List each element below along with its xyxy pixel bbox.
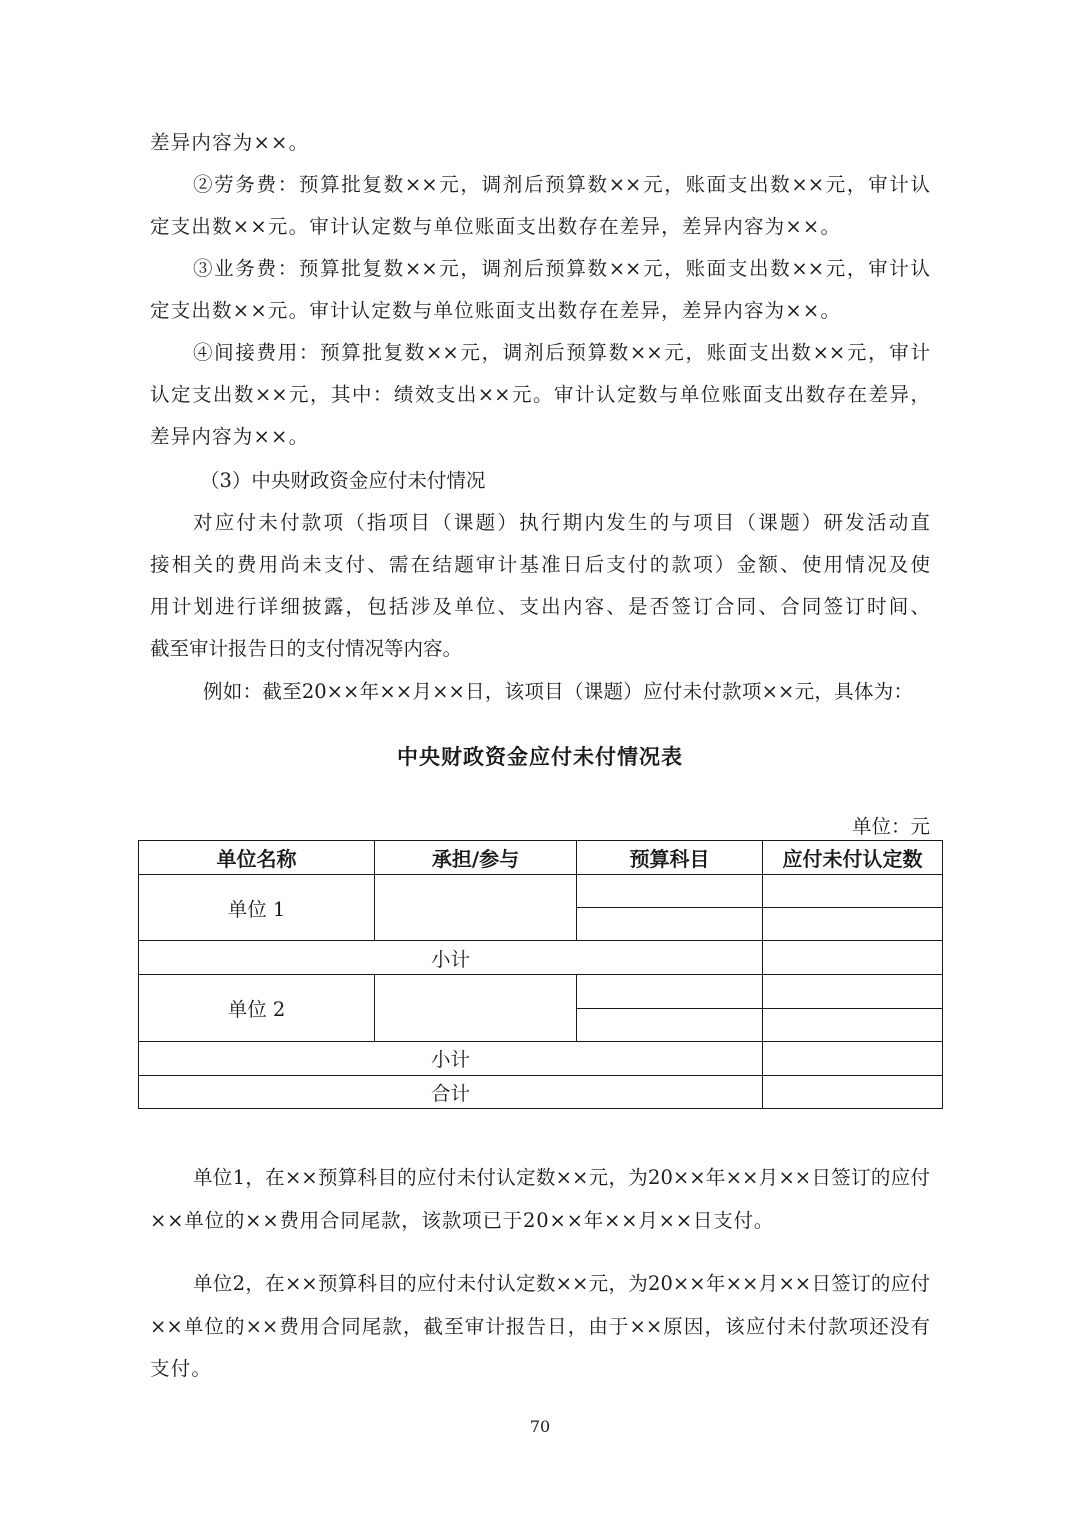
unit1-role-cell — [375, 875, 577, 941]
text-line: 认定支出数××元，其中：绩效支出××元。审计认定数与单位账面支出数存在差异， — [150, 383, 930, 406]
table-cell — [763, 975, 943, 1008]
text-line: 单位2，在××预算科目的应付未付认定数××元，为20××年××月××日签订的应付 — [193, 1272, 930, 1295]
table-cell — [763, 941, 943, 975]
table-unit-label: 单位：元 — [851, 815, 930, 838]
total-row — [139, 1075, 943, 1108]
header-unit-name: 单位名称 — [139, 841, 375, 875]
page-number: 70 — [529, 1417, 551, 1436]
unit2-role-cell — [375, 975, 577, 1041]
unit1-name-cell: 单位 1 — [139, 875, 375, 941]
total-label: 合计 — [139, 1075, 763, 1108]
text-line: 例如：截至20××年××月××日，该项目（课题）应付未付款项××元，具体为： — [203, 680, 913, 703]
table-cell — [577, 1008, 763, 1041]
table-title: 中央财政资金应付未付情况表 — [397, 744, 683, 769]
text-line: 定支出数××元。审计认定数与单位账面支出数存在差异，差异内容为××。 — [150, 299, 842, 322]
text-line: 差异内容为××。 — [150, 131, 310, 154]
text-line: 定支出数××元。审计认定数与单位账面支出数存在差异，差异内容为××。 — [150, 215, 842, 238]
text-line: 支付。 — [150, 1357, 213, 1380]
table-row — [139, 875, 943, 908]
table-cell — [763, 1008, 943, 1041]
table-cell — [577, 875, 763, 908]
subtotal-row — [139, 941, 943, 975]
text-line: ②劳务费：预算批复数××元，调剂后预算数××元，账面支出数××元，审计认 — [193, 173, 930, 196]
table-cell — [763, 1041, 943, 1075]
text-line: 对应付未付款项（指项目（课题）执行期内发生的与项目（课题）研发活动直 — [193, 511, 930, 534]
subtotal-row — [139, 1041, 943, 1075]
table-cell — [577, 975, 763, 1008]
section-heading: （3）中央财政资金应付未付情况 — [200, 469, 486, 492]
subtotal-label: 小计 — [139, 1041, 763, 1075]
text-line: ××单位的××费用合同尾款，该款项已于20××年××月××日支付。 — [150, 1209, 775, 1232]
table-cell — [763, 908, 943, 941]
text-line: 用计划进行详细披露，包括涉及单位、支出内容、是否签订合同、合同签订时间、 — [150, 595, 930, 618]
text-line: ③业务费：预算批复数××元，调剂后预算数××元，账面支出数××元，审计认 — [193, 257, 930, 280]
text-line: 差异内容为××。 — [150, 425, 310, 448]
table-cell — [577, 908, 763, 941]
table-cell — [763, 1075, 943, 1108]
subtotal-label: 小计 — [139, 941, 763, 975]
header-role: 承担/参与 — [375, 841, 577, 875]
table-cell — [763, 875, 943, 908]
table-header-row — [139, 841, 943, 875]
text-line: ④间接费用：预算批复数××元，调剂后预算数××元，账面支出数××元，审计 — [193, 341, 930, 364]
header-confirmed-amount: 应付未付认定数 — [763, 841, 943, 875]
header-budget-item: 预算科目 — [577, 841, 763, 875]
table-row — [139, 975, 943, 1008]
unit2-name-cell: 单位 2 — [139, 975, 375, 1041]
text-line: 接相关的费用尚未支付、需在结题审计基准日后支付的款项）金额、使用情况及使 — [150, 553, 930, 576]
text-line: ××单位的××费用合同尾款，截至审计报告日，由于××原因，该应付未付款项还没有 — [150, 1315, 930, 1338]
text-line: 单位1，在××预算科目的应付未付认定数××元，为20××年××月××日签订的应付 — [193, 1166, 930, 1189]
text-line: 截至审计报告日的支付情况等内容。 — [150, 637, 463, 660]
payables-table — [138, 840, 943, 1109]
